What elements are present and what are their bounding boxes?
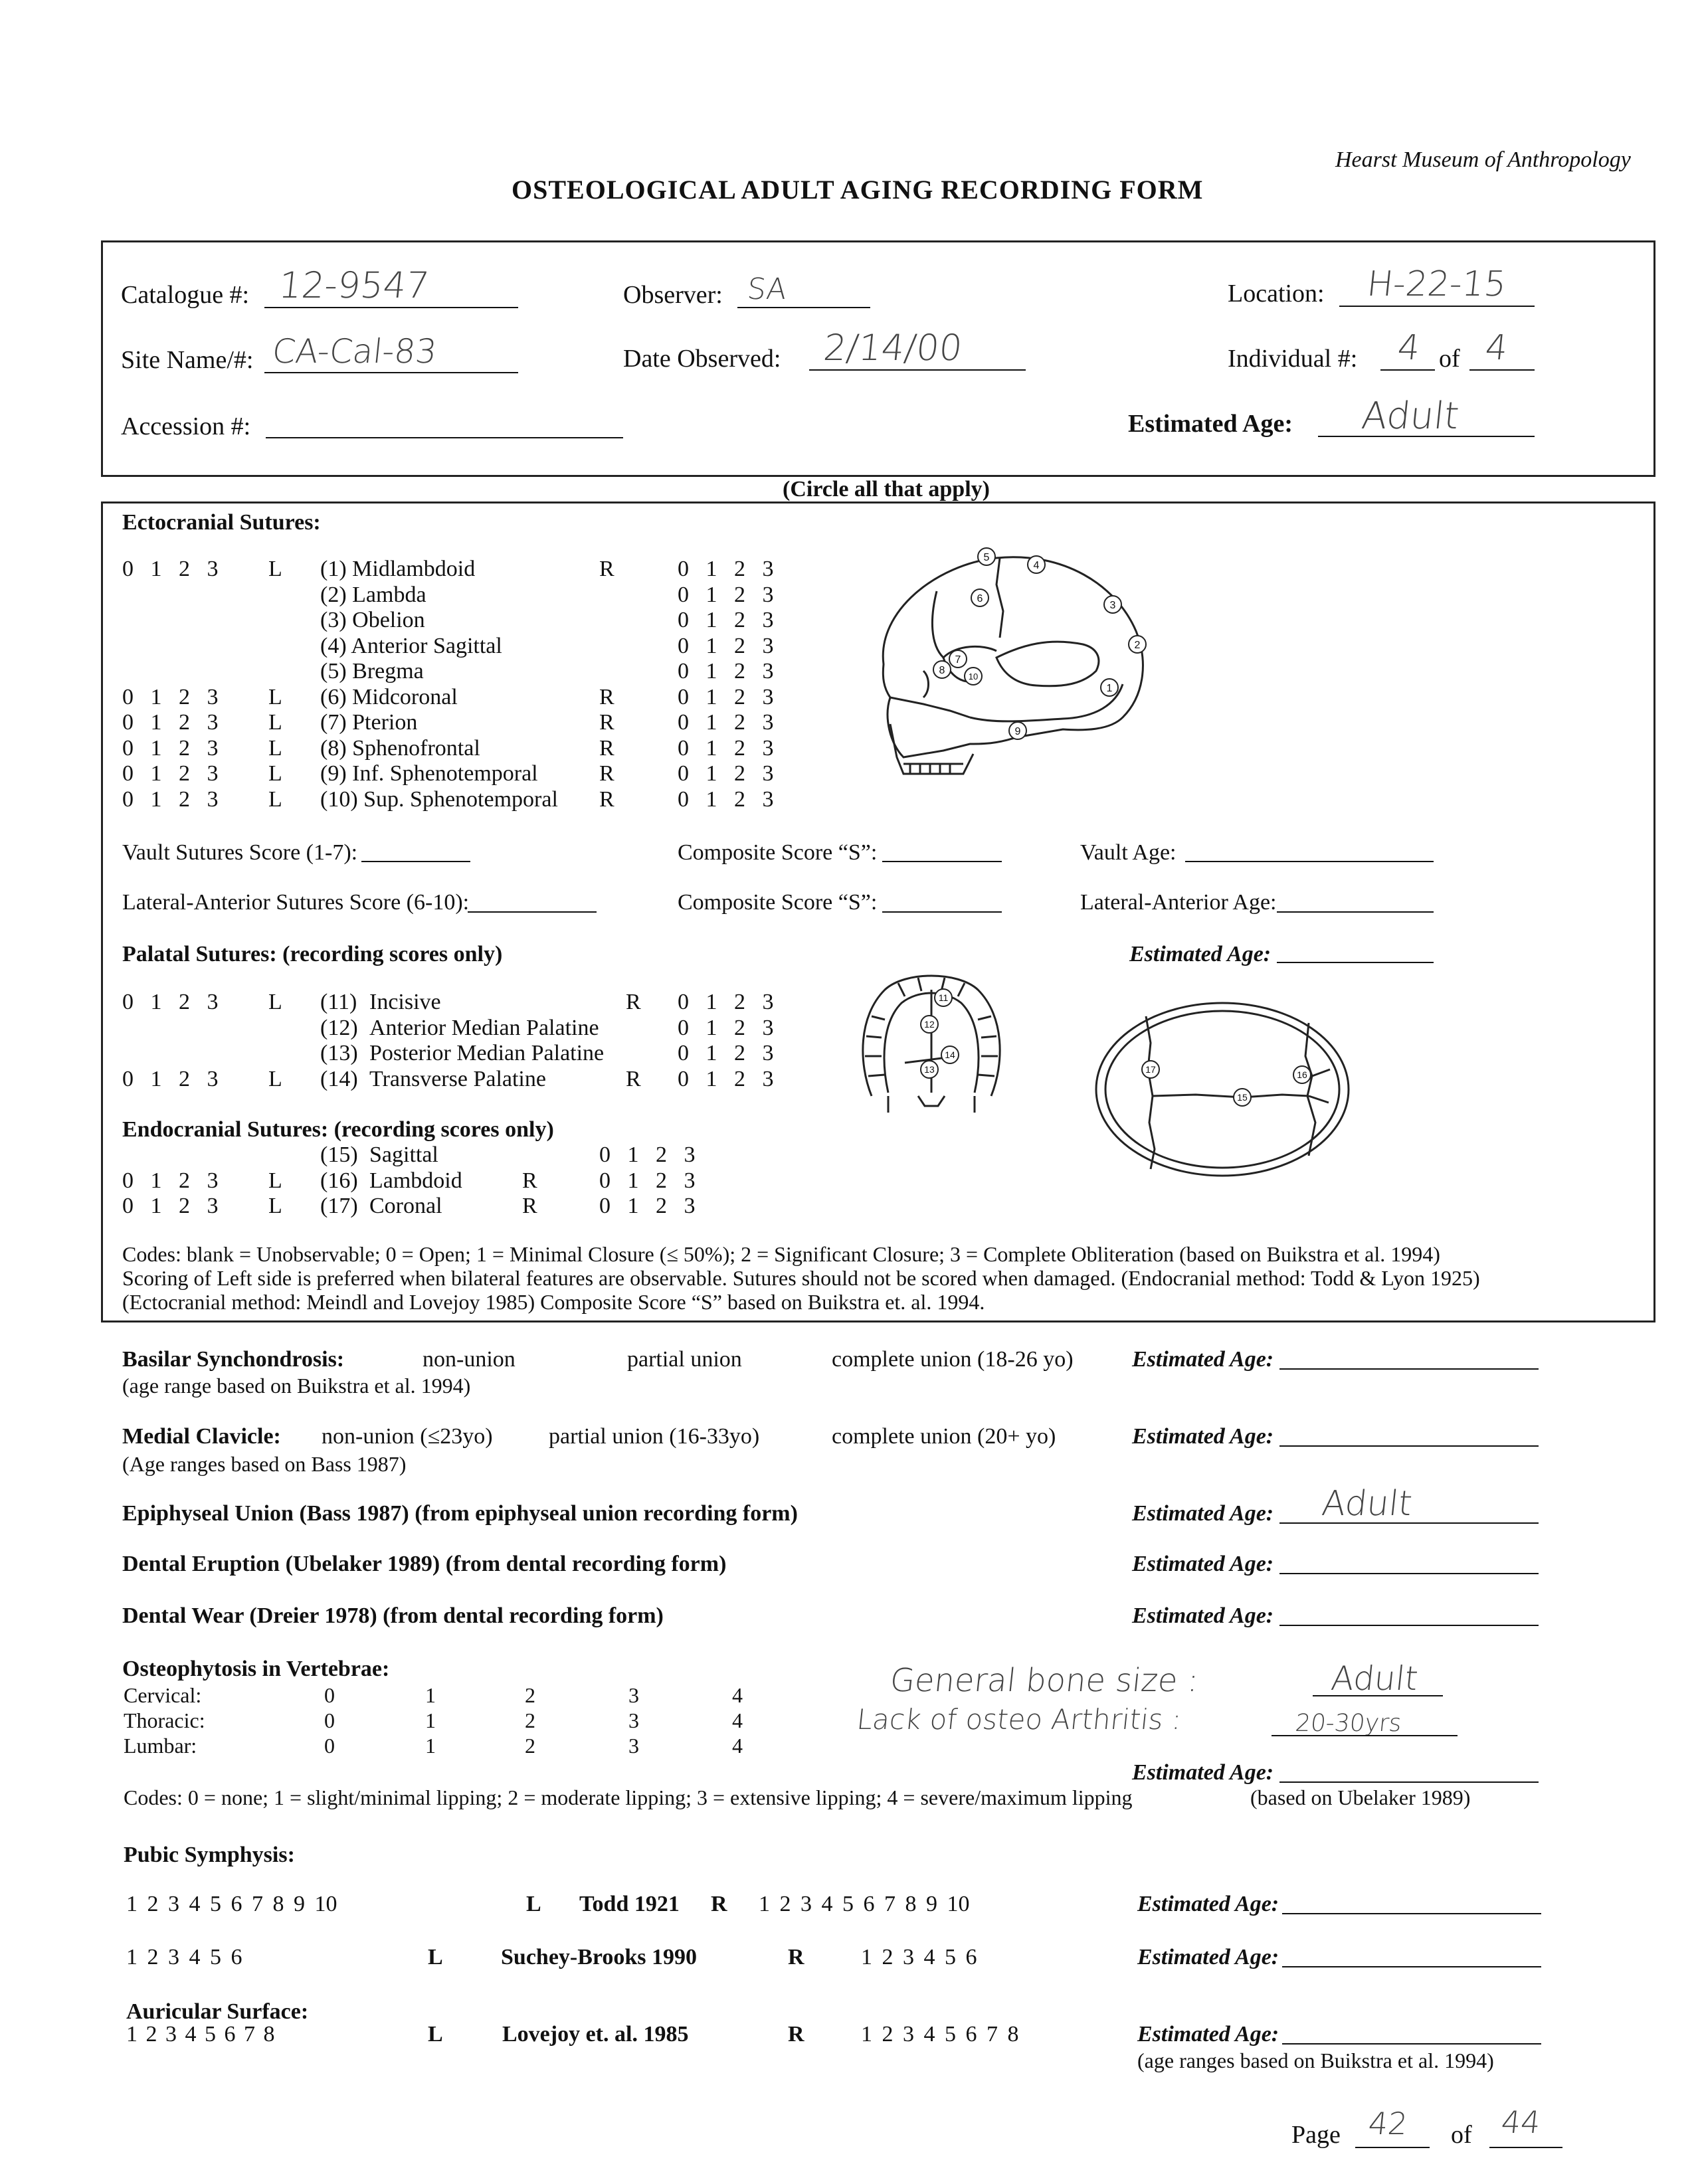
ecto-left-side: L [268, 557, 282, 581]
skull-label-4: 4 [1033, 560, 1040, 571]
ecto-suture-name: (6) Midcoronal [320, 684, 458, 709]
ecto-right-side: R [599, 710, 614, 735]
endo-right-scores[interactable]: 0 1 2 3 [599, 1194, 696, 1218]
site-line [264, 372, 518, 373]
skull-lateral-diagram [864, 545, 1169, 784]
basilar-est-label: Estimated Age: [1132, 1347, 1274, 1372]
ecto-right-side: R [599, 557, 614, 581]
observer-value[interactable]: SA [745, 272, 789, 306]
endo-right-scores[interactable]: 0 1 2 3 [599, 1168, 696, 1193]
sb-left-side: L [428, 1945, 443, 1969]
palatal-heading: Palatal Sutures: (recording scores only) [122, 942, 503, 966]
osteo-score-option[interactable]: 3 [628, 1734, 639, 1758]
ecto-suture-name: (5) Bregma [320, 659, 424, 683]
palatal-est-line [1277, 962, 1434, 963]
catalogue-value[interactable]: 12-9547 [276, 264, 431, 306]
skull-label-7: 7 [955, 654, 961, 666]
osteo-heading: Osteophytosis in Vertebrae: [122, 1657, 390, 1681]
page-of: of [1451, 2121, 1472, 2149]
dental-eruption-est-label: Estimated Age: [1132, 1552, 1274, 1576]
ecto-left-scores[interactable]: 0 1 2 3 [122, 684, 219, 709]
osteo-note-1-value[interactable]: Adult [1329, 1659, 1420, 1698]
ecto-suture-name: (1) Midlambdoid [320, 557, 476, 581]
auricular-note: (age ranges based on Buikstra et al. 1994) [1137, 2048, 1494, 2072]
todd-left-scores[interactable]: 1 2 3 4 5 6 7 8 9 10 [126, 1892, 337, 1916]
vault-age-label: Vault Age: [1080, 840, 1177, 865]
ecto-left-side: L [268, 761, 282, 786]
ecto-right-side: R [599, 735, 614, 761]
palatal-right-side: R [626, 990, 641, 1014]
auricular-heading: Auricular Surface: [126, 1999, 309, 2024]
skull-label-9: 9 [1014, 726, 1021, 737]
date-line [809, 369, 1026, 371]
skull-label-6: 6 [977, 593, 983, 604]
dental-wear-est-label: Estimated Age: [1132, 1603, 1274, 1628]
ecto-right-side: R [599, 761, 614, 786]
date-label: Date Observed: [623, 345, 781, 373]
sb-est-line [1282, 1966, 1541, 1967]
accession-line [266, 437, 623, 438]
auricular-left-side: L [428, 2022, 443, 2047]
clavicle-est-line [1279, 1445, 1539, 1447]
palate-label-12: 12 [924, 1019, 935, 1030]
sb-right-side: R [788, 1945, 804, 1969]
osteo-score-option[interactable]: 2 [525, 1683, 535, 1707]
osteo-region-label: Cervical: [124, 1683, 202, 1707]
endo-left-side: L [268, 1168, 282, 1193]
date-value[interactable]: 2/14/00 [821, 327, 965, 369]
ecto-right-scores[interactable]: 0 1 2 3 [678, 735, 774, 761]
palatal-suture-number: (11) [320, 990, 357, 1014]
lateral-age-line [1277, 911, 1434, 913]
osteo-score-option[interactable]: 3 [628, 1683, 639, 1707]
palatal-suture-name: Anterior Median Palatine [369, 1015, 599, 1040]
composite2-label: Composite Score “S”: [678, 890, 878, 915]
osteo-score-option[interactable]: 0 [324, 1734, 335, 1758]
palatal-left-scores[interactable]: 0 1 2 3 [122, 1066, 219, 1091]
clavicle-opt1[interactable]: non-union (≤23yo) [322, 1424, 493, 1449]
endo-suture-number: (16) [320, 1168, 358, 1193]
ecto-right-scores[interactable]: 0 1 2 3 [678, 761, 774, 786]
palate-label-14: 14 [945, 1049, 955, 1060]
skull-label-2: 2 [1134, 640, 1141, 651]
endo-suture-number: (15) [320, 1142, 358, 1167]
dental-wear-label: Dental Wear (Dreier 1978) (from dental recording form) [122, 1603, 664, 1628]
page-total-line [1489, 2147, 1562, 2148]
epiphyseal-est-label: Estimated Age: [1132, 1501, 1274, 1526]
vault-label-17: 17 [1145, 1064, 1156, 1075]
endo-right-scores[interactable]: 0 1 2 3 [599, 1142, 696, 1167]
auricular-right-scores[interactable]: 1 2 3 4 5 6 7 8 [861, 2022, 1019, 2047]
osteo-score-option[interactable]: 4 [732, 1734, 743, 1758]
clavicle-label: Medial Clavicle: [122, 1424, 281, 1449]
osteo-note-2-line [1272, 1735, 1458, 1736]
location-label: Location: [1228, 280, 1325, 308]
ecto-right-scores[interactable]: 0 1 2 3 [678, 659, 774, 683]
site-label: Site Name/#: [121, 346, 254, 374]
endo-left-scores[interactable]: 0 1 2 3 [122, 1168, 219, 1193]
catalogue-label: Catalogue #: [121, 281, 250, 309]
site-value[interactable]: CA-Cal-83 [270, 332, 439, 371]
palatal-suture-name: Transverse Palatine [369, 1066, 546, 1091]
skull-label-8: 8 [939, 665, 945, 676]
sb-est-label: Estimated Age: [1137, 1945, 1279, 1969]
palate-label-11: 11 [938, 992, 949, 1003]
sb-left-scores[interactable]: 1 2 3 4 5 6 [126, 1945, 242, 1969]
epiphyseal-label: Epiphyseal Union (Bass 1987) (from epiphyseal union recording form) [122, 1501, 798, 1526]
observer-line [737, 307, 870, 308]
palatal-suture-name: Incisive [369, 990, 441, 1014]
clavicle-sub: (Age ranges based on Bass 1987) [122, 1452, 407, 1476]
ecto-suture-name: (2) Lambda [320, 582, 426, 607]
palatal-right-scores[interactable]: 0 1 2 3 [678, 990, 774, 1014]
auricular-est-line [1282, 2043, 1541, 2045]
basilar-opt3[interactable]: complete union (18-26 yo) [832, 1347, 1074, 1372]
basilar-est-line [1279, 1368, 1539, 1370]
todd-right-scores[interactable]: 1 2 3 4 5 6 7 8 9 10 [759, 1892, 970, 1916]
osteo-region-label: Lumbar: [124, 1734, 197, 1758]
endo-left-side: L [268, 1194, 282, 1218]
vault-age-line [1185, 861, 1434, 862]
ecto-right-scores[interactable]: 0 1 2 3 [678, 582, 774, 607]
individual-total-line [1469, 369, 1535, 371]
composite1-line [882, 861, 1002, 862]
pubic-heading: Pubic Symphysis: [124, 1843, 295, 1867]
ecto-right-scores[interactable]: 0 1 2 3 [678, 557, 774, 581]
individual-line [1380, 369, 1435, 371]
osteo-score-option[interactable]: 3 [628, 1708, 639, 1732]
ecto-left-scores[interactable]: 0 1 2 3 [122, 761, 219, 786]
todd-est-label: Estimated Age: [1137, 1892, 1279, 1916]
estimated-age-label: Estimated Age: [1128, 410, 1293, 438]
circle-note: (Circle all that apply) [783, 477, 990, 501]
palatal-right-scores[interactable]: 0 1 2 3 [678, 1041, 774, 1065]
lateral-age-label: Lateral-Anterior Age: [1080, 890, 1277, 915]
auricular-left-scores[interactable]: 1 2 3 4 5 6 7 8 [126, 2022, 275, 2047]
museum-name: Hearst Museum of Anthropology [1335, 147, 1631, 172]
todd-est-line [1282, 1913, 1541, 1914]
page-line [1355, 2147, 1430, 2148]
dental-wear-est-line [1279, 1625, 1539, 1626]
osteo-score-option[interactable]: 2 [525, 1734, 535, 1758]
individual-of: of [1439, 345, 1460, 373]
ecto-right-scores[interactable]: 0 1 2 3 [678, 608, 774, 632]
ecto-right-scores[interactable]: 0 1 2 3 [678, 710, 774, 735]
palate-diagram [852, 963, 1011, 1116]
ecto-suture-name: (4) Anterior Sagittal [320, 633, 502, 658]
auricular-right-side: R [788, 2022, 804, 2047]
composite2-line [882, 911, 1002, 913]
ecto-left-side: L [268, 684, 282, 709]
endo-right-side: R [522, 1194, 537, 1218]
palatal-est-label: Estimated Age: [1129, 942, 1272, 966]
basilar-label: Basilar Synchondrosis: [122, 1347, 345, 1372]
endo-right-side: R [522, 1168, 537, 1193]
osteo-note-2[interactable]: Lack of osteo Arthritis : [855, 1703, 1183, 1736]
skull-label-10: 10 [968, 672, 979, 682]
codes-line-2: Scoring of Left side is preferred when bilateral features are observable. Sutures should not be scored when damaged. (Endocranial method: Todd & Lyon 1925) [122, 1266, 1480, 1290]
observer-label: Observer: [623, 281, 723, 309]
ecto-left-side: L [268, 786, 282, 812]
ecto-heading: Ectocranial Sutures: [122, 510, 321, 535]
ecto-right-scores[interactable]: 0 1 2 3 [678, 633, 774, 658]
osteo-score-option[interactable]: 0 [324, 1683, 335, 1707]
palatal-left-side: L [268, 1066, 282, 1091]
palatal-right-scores[interactable]: 0 1 2 3 [678, 1066, 774, 1091]
page-value[interactable]: 42 [1367, 2106, 1410, 2141]
lateral-score-label: Lateral-Anterior Sutures Score (6-10): [122, 890, 470, 915]
osteo-est-label: Estimated Age: [1132, 1760, 1274, 1785]
skull-label-3: 3 [1109, 600, 1116, 611]
ecto-left-scores[interactable]: 0 1 2 3 [122, 735, 219, 761]
endo-suture-name: Lambdoid [369, 1168, 462, 1193]
palatal-left-side: L [268, 990, 282, 1014]
individual-label: Individual #: [1228, 345, 1358, 373]
dental-eruption-label: Dental Eruption (Ubelaker 1989) (from dental recording form) [122, 1552, 727, 1576]
endo-suture-number: (17) [320, 1194, 358, 1218]
epiphyseal-est-value[interactable]: Adult [1319, 1484, 1414, 1524]
osteo-based: (based on Ubelaker 1989) [1250, 1785, 1471, 1809]
individual-total[interactable]: 4 [1483, 328, 1510, 368]
page-total[interactable]: 44 [1499, 2104, 1543, 2140]
palatal-suture-number: (13) [320, 1041, 358, 1065]
accession-label: Accession #: [121, 412, 251, 440]
osteo-note-1-line [1313, 1695, 1443, 1696]
basilar-sub: (age range based on Buikstra et al. 1994) [122, 1374, 471, 1398]
todd-right-side: R [711, 1892, 727, 1916]
osteo-score-option[interactable]: 4 [732, 1708, 743, 1732]
ecto-suture-name: (7) Pterion [320, 710, 418, 735]
ecto-left-side: L [268, 735, 282, 761]
endo-heading: Endocranial Sutures: (recording scores only) [122, 1117, 554, 1142]
ecto-left-scores[interactable]: 0 1 2 3 [122, 710, 219, 735]
codes-line-3: (Ectocranial method: Meindl and Lovejoy 1985) Composite Score “S” based on Buikstra et. al. 1994. [122, 1290, 985, 1314]
ecto-right-scores[interactable]: 0 1 2 3 [678, 684, 774, 709]
ecto-suture-name: (8) Sphenofrontal [320, 735, 480, 761]
osteo-note-1[interactable]: General bone size : [888, 1662, 1200, 1699]
form-title: OSTEOLOGICAL ADULT AGING RECORDING FORM [512, 175, 1204, 205]
ecto-right-side: R [599, 684, 614, 709]
palate-label-13: 13 [924, 1064, 935, 1075]
ecto-left-side: L [268, 710, 282, 735]
basilar-opt1[interactable]: non-union [423, 1347, 516, 1372]
skull-label-5: 5 [983, 552, 990, 563]
estimated-age-value[interactable]: Adult [1359, 395, 1462, 438]
lateral-score-line [468, 911, 597, 913]
page-label: Page [1291, 2121, 1341, 2149]
vault-score-line [361, 861, 470, 862]
osteo-score-option[interactable]: 1 [425, 1708, 436, 1732]
basilar-opt2[interactable]: partial union [627, 1347, 742, 1372]
todd-method: Todd 1921 [579, 1892, 680, 1916]
endo-suture-name: Sagittal [369, 1142, 438, 1167]
ecto-suture-name: (9) Inf. Sphenotemporal [320, 761, 538, 786]
auricular-method: Lovejoy et. al. 1985 [502, 2022, 689, 2047]
osteo-score-option[interactable]: 1 [425, 1734, 436, 1758]
clavicle-opt3[interactable]: complete union (20+ yo) [832, 1424, 1056, 1449]
osteo-est-line [1279, 1781, 1539, 1783]
ecto-right-side: R [599, 786, 614, 812]
vault-score-label: Vault Sutures Score (1-7): [122, 840, 358, 865]
individual-value[interactable]: 4 [1395, 328, 1422, 368]
endo-suture-name: Coronal [369, 1194, 442, 1218]
palatal-suture-name: Posterior Median Palatine [369, 1041, 605, 1065]
palatal-right-scores[interactable]: 0 1 2 3 [678, 1015, 774, 1040]
osteo-codes: Codes: 0 = none; 1 = slight/minimal lipping; 2 = moderate lipping; 3 = extensive lipping; 4 = severe/maximum lipping [124, 1785, 1133, 1809]
osteo-score-option[interactable]: 1 [425, 1683, 436, 1707]
ecto-right-scores[interactable]: 0 1 2 3 [678, 786, 774, 812]
vault-label-16: 16 [1297, 1069, 1307, 1080]
osteo-score-option[interactable]: 0 [324, 1708, 335, 1732]
endo-left-scores[interactable]: 0 1 2 3 [122, 1194, 219, 1218]
vault-diagram [1089, 996, 1355, 1182]
location-value[interactable]: H-22-15 [1365, 264, 1509, 304]
location-line [1339, 306, 1535, 307]
sb-method: Suchey-Brooks 1990 [501, 1945, 698, 1969]
osteo-note-2-value[interactable]: 20-30yrs [1293, 1710, 1403, 1737]
dental-eruption-est-line [1279, 1573, 1539, 1574]
osteo-region-label: Thoracic: [124, 1708, 205, 1732]
ecto-left-scores[interactable]: 0 1 2 3 [122, 557, 219, 581]
skull-label-1: 1 [1106, 683, 1113, 694]
ecto-suture-name: (3) Obelion [320, 608, 425, 632]
vault-label-15: 15 [1237, 1092, 1248, 1103]
sb-right-scores[interactable]: 1 2 3 4 5 6 [861, 1945, 977, 1969]
auricular-est-label: Estimated Age: [1137, 2022, 1279, 2047]
palatal-suture-number: (12) [320, 1015, 358, 1040]
ecto-suture-name: (10) Sup. Sphenotemporal [320, 786, 558, 812]
osteo-score-option[interactable]: 4 [732, 1683, 743, 1707]
composite1-label: Composite Score “S”: [678, 840, 878, 865]
ecto-left-scores[interactable]: 0 1 2 3 [122, 786, 219, 812]
catalogue-line [264, 307, 518, 308]
todd-left-side: L [526, 1892, 541, 1916]
clavicle-est-label: Estimated Age: [1132, 1424, 1274, 1449]
palatal-right-side: R [626, 1066, 641, 1091]
codes-line-1: Codes: blank = Unobservable; 0 = Open; 1 = Minimal Closure (≤ 50%); 2 = Significant Closure; 3 = Complete Obliteration (based on Buikstra et al. 1994) [122, 1242, 1440, 1266]
palatal-left-scores[interactable]: 0 1 2 3 [122, 990, 219, 1014]
osteo-score-option[interactable]: 2 [525, 1708, 535, 1732]
palatal-suture-number: (14) [320, 1066, 358, 1091]
clavicle-opt2[interactable]: partial union (16-33yo) [549, 1424, 760, 1449]
